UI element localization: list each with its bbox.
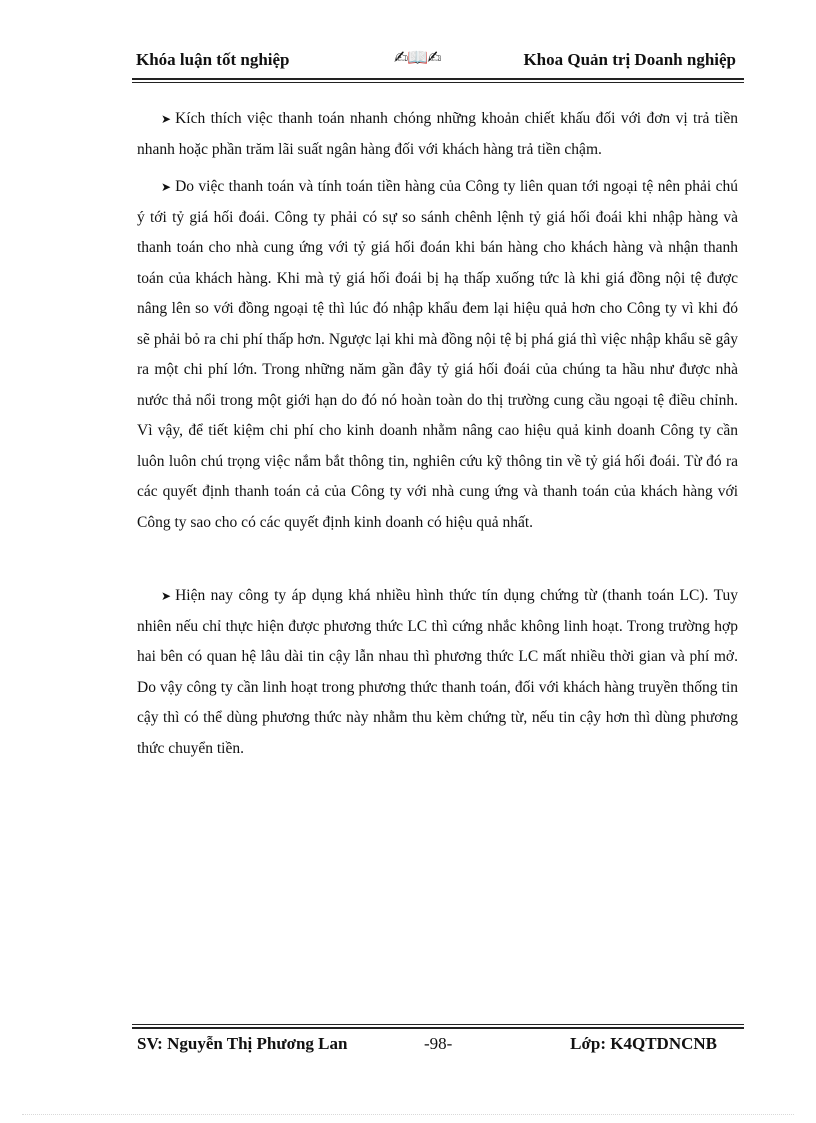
student-name: SV: Nguyễn Thị Phương Lan [137, 1034, 348, 1053]
footer-rule-thin [132, 1024, 744, 1025]
book-pen-ornament-icon: ✍📖✍ [394, 48, 441, 68]
paragraph-text: Hiện nay công ty áp dụng khá nhiều hình thức tín dụng chứng từ (thanh toán LC). Tuy nhiên nếu chỉ thực hiện được phương thức LC thì cứng nhắc không linh hoạt. Trong trường hợp hai bên có quan hệ lâu dài tin cậy lẫn nhau thì phương thức LC mất nhiều thời gian và phí mở. Do vậy công ty cần linh hoạt trong phương thức thanh toán, đối với khách hàng truyền thống tin cậy thì có thể dùng phương thức này nhằm thu kèm chứng từ, nếu tin cậy hơn thì dùng phương thức chuyển tiền. [137, 587, 738, 757]
page-header [132, 46, 738, 74]
arrow-bullet-icon: ➤ [161, 180, 172, 194]
header-rule-thin [132, 82, 744, 83]
paragraph-discount [137, 104, 738, 165]
paragraph-text: Kích thích việc thanh toán nhanh chóng những khoản chiết khấu đối với đơn vị trả tiền nhanh hoặc phần trăm lãi suất ngân hàng đối với khách hàng trả tiền chậm. [137, 110, 738, 158]
paragraph-letter-of-credit [137, 581, 738, 764]
class-code: Lớp: K4QTDNCNB [570, 1034, 717, 1053]
faculty-label: Khoa Quản trị Doanh nghiệp [523, 50, 736, 69]
arrow-bullet-icon: ➤ [161, 589, 172, 603]
document-body [137, 104, 738, 764]
page-number: -98- [424, 1034, 453, 1053]
paragraph-text: Do việc thanh toán và tính toán tiền hàng của Công ty liên quan tới ngoại tệ nên phải chú ý tới tỷ giá hối đoái. Công ty phải có sự so sánh chênh lệnh tỷ giá hối đoái khi nhập hàng và thanh toán cho nhà cung ứng với tỷ giá hối đoán khi bán hàng cho khách hàng và nhận thanh toán của khách hàng. Khi mà tỷ giá hối đoái bị hạ thấp xuống tức là khi giá đồng nội tệ được nâng lên so với đồng ngoại tệ thì lúc đó nhập khẩu đem lại hiệu quả hơn cho Công ty vì khi đó sẽ phải bỏ ra chi phí thấp hơn. Ngược lại khi mà đồng nội tệ bị phá giá thì việc nhập khẩu sẽ gây ra một chi phí lớn. Trong những năm gần đây tỷ giá hối đoái của chúng ta hầu như được nhà nước thả nổi trong một giới hạn do đó nó hoàn toàn do thị trường cung cầu ngoại tệ điều chỉnh. Vì vậy, để tiết kiệm chi phí cho kinh doanh nhằm nâng cao hiệu quả kinh doanh Công ty cần luôn luôn chú trọng việc nắm bắt thông tin, nghiên cứu kỹ thông tin về tỷ giá hối đoái. Từ đó ra các quyết định thanh toán cả của Công ty với nhà cung ứng và thanh toán của khách hàng với Công ty sao cho có các quyết định kinh doanh có hiệu quả nhất. [137, 178, 738, 531]
page-edge-divider [22, 1114, 794, 1115]
paragraph-exchange-rate [137, 172, 738, 538]
arrow-bullet-icon: ➤ [161, 112, 172, 126]
header-rule [132, 78, 744, 80]
page-footer [137, 1034, 737, 1060]
thesis-label: Khóa luận tốt nghiệp [136, 50, 290, 69]
footer-rule [132, 1027, 744, 1029]
